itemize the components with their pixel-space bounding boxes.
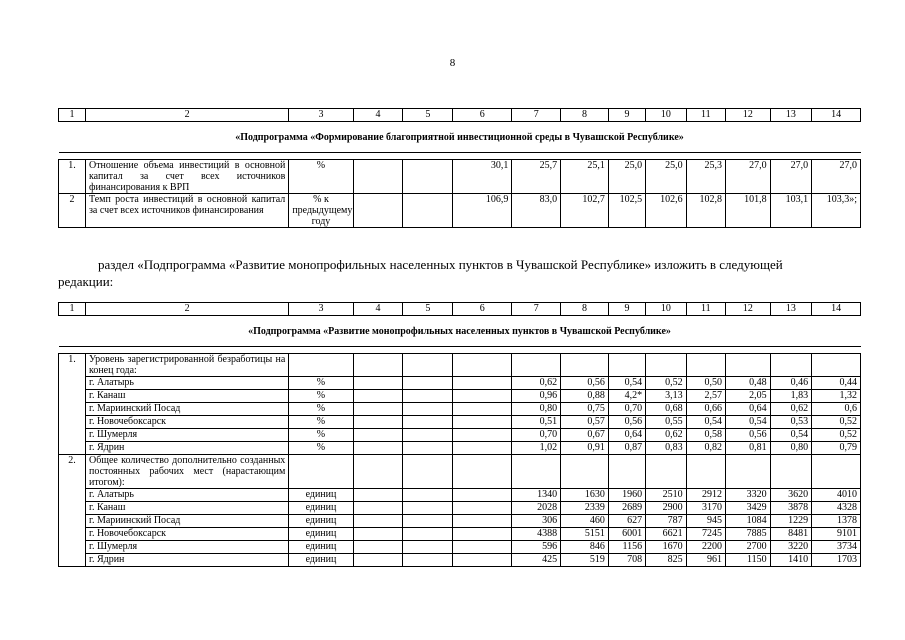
value-cell: 0,64 — [608, 429, 645, 442]
indicator-name: Общее количество дополнительно созданных постоянных рабочих мест (нарастающим итогом): — [85, 455, 288, 489]
empty-cell — [812, 354, 861, 377]
value-cell: 7245 — [686, 528, 725, 541]
empty-cell — [353, 515, 403, 528]
column-number-cell: 8 — [561, 109, 609, 122]
value-cell: 0,52 — [812, 429, 861, 442]
empty-cell — [353, 541, 403, 554]
value-cell: 1084 — [726, 515, 771, 528]
table-row — [59, 390, 861, 403]
empty-cell — [403, 541, 453, 554]
value-cell: 0,80 — [770, 442, 812, 455]
empty-cell — [453, 554, 512, 567]
value-cell: 0,56 — [726, 429, 771, 442]
row-number: 2. — [59, 455, 86, 567]
value-cell: 30,1 — [453, 160, 512, 194]
value-cell: 25,1 — [561, 160, 609, 194]
value-cell: 0,44 — [812, 377, 861, 390]
value-cell: 4388 — [512, 528, 561, 541]
city-name: г. Шумерля — [85, 541, 288, 554]
empty-cell — [403, 377, 453, 390]
empty-cell — [608, 455, 645, 489]
indicator-name: Отношение объема инвестиций в основной капитал за счет всех источников финансирования к ВРП — [85, 160, 288, 194]
city-name: г. Новочебоксарск — [85, 416, 288, 429]
value-cell: 0,54 — [770, 429, 812, 442]
value-cell: 0,70 — [512, 429, 561, 442]
value-cell: 102,8 — [686, 194, 725, 228]
column-number-cell: 9 — [608, 109, 645, 122]
value-cell: 0,6 — [812, 403, 861, 416]
column-number-cell: 12 — [726, 109, 771, 122]
empty-cell — [403, 515, 453, 528]
value-cell: 4010 — [812, 489, 861, 502]
empty-cell — [353, 455, 403, 489]
empty-cell — [512, 354, 561, 377]
value-cell: 0,50 — [686, 377, 725, 390]
column-number-cell: 5 — [403, 109, 453, 122]
table-row — [59, 194, 861, 228]
value-cell: 0,57 — [561, 416, 609, 429]
value-cell: 1960 — [608, 489, 645, 502]
unit-cell: % — [289, 160, 353, 194]
value-cell: 1378 — [812, 515, 861, 528]
empty-cell — [403, 489, 453, 502]
value-cell: 0,52 — [812, 416, 861, 429]
empty-cell — [403, 160, 453, 194]
column-number-cell: 4 — [353, 303, 403, 316]
value-cell: 846 — [561, 541, 609, 554]
value-cell: 0,80 — [512, 403, 561, 416]
investment-table — [58, 108, 861, 228]
unit-cell: единиц — [289, 528, 353, 541]
empty-cell — [353, 416, 403, 429]
city-name: г. Мариинский Посад — [85, 515, 288, 528]
unit-cell: единиц — [289, 541, 353, 554]
empty-cell — [353, 403, 403, 416]
empty-cell — [353, 194, 403, 228]
value-cell: 627 — [608, 515, 645, 528]
empty-cell — [646, 455, 686, 489]
value-cell: 3170 — [686, 502, 725, 515]
value-cell: 3878 — [770, 502, 812, 515]
empty-cell — [353, 160, 403, 194]
value-cell: 1410 — [770, 554, 812, 567]
indicator-name: Темп роста инвестиций в основной капитал за счет всех источников финансирования — [85, 194, 288, 228]
value-cell: 0,75 — [561, 403, 609, 416]
unit-cell: % — [289, 416, 353, 429]
empty-cell — [686, 354, 725, 377]
empty-cell — [403, 194, 453, 228]
empty-cell — [726, 354, 771, 377]
value-cell: 0,53 — [770, 416, 812, 429]
value-cell: 25,7 — [512, 160, 561, 194]
indicator-row — [59, 354, 861, 377]
value-cell: 8481 — [770, 528, 812, 541]
unit-cell: % — [289, 403, 353, 416]
empty-cell — [453, 354, 512, 377]
empty-cell — [403, 502, 453, 515]
table-row — [59, 502, 861, 515]
table-row — [59, 403, 861, 416]
value-cell: 0,91 — [561, 442, 609, 455]
value-cell: 0,54 — [726, 416, 771, 429]
value-cell: 5151 — [561, 528, 609, 541]
column-number-cell: 5 — [403, 303, 453, 316]
value-cell: 1340 — [512, 489, 561, 502]
value-cell: 6621 — [646, 528, 686, 541]
empty-cell — [453, 502, 512, 515]
empty-cell — [289, 455, 353, 489]
column-number-cell: 3 — [289, 303, 353, 316]
indicator-row — [59, 455, 861, 489]
value-cell: 1156 — [608, 541, 645, 554]
value-cell: 27,0 — [726, 160, 771, 194]
value-cell: 0,54 — [608, 377, 645, 390]
city-name: г. Канаш — [85, 390, 288, 403]
unit-cell: % к предыдущему году — [289, 194, 353, 228]
column-number-cell: 7 — [512, 303, 561, 316]
city-name: г. Алатырь — [85, 377, 288, 390]
empty-cell — [812, 455, 861, 489]
column-number-cell: 8 — [561, 303, 609, 316]
value-cell: 1,02 — [512, 442, 561, 455]
column-number-row — [59, 109, 861, 122]
table-row — [59, 442, 861, 455]
value-cell: 0,66 — [686, 403, 725, 416]
value-cell: 519 — [561, 554, 609, 567]
table-row — [59, 528, 861, 541]
city-name: г. Новочебоксарск — [85, 528, 288, 541]
city-name: г. Ядрин — [85, 554, 288, 567]
indicator-name: Уровень зарегистрированной безработицы на конец года: — [85, 354, 288, 377]
empty-cell — [403, 554, 453, 567]
value-cell: 3429 — [726, 502, 771, 515]
value-cell: 0,54 — [686, 416, 725, 429]
city-name: г. Алатырь — [85, 489, 288, 502]
city-name: г. Шумерля — [85, 429, 288, 442]
column-number-cell: 10 — [646, 303, 686, 316]
value-cell: 3220 — [770, 541, 812, 554]
unit-cell: % — [289, 429, 353, 442]
column-number-cell: 6 — [453, 109, 512, 122]
empty-cell — [353, 502, 403, 515]
value-cell: 0,46 — [770, 377, 812, 390]
value-cell: 4328 — [812, 502, 861, 515]
empty-cell — [561, 455, 609, 489]
value-cell: 102,7 — [561, 194, 609, 228]
section-title: «Подпрограмма «Развитие монопрофильных населенных пунктов в Чувашской Республике» — [59, 316, 861, 347]
empty-cell — [512, 455, 561, 489]
value-cell: 25,3 — [686, 160, 725, 194]
empty-cell — [403, 455, 453, 489]
value-cell: 83,0 — [512, 194, 561, 228]
value-cell: 2,05 — [726, 390, 771, 403]
value-cell: 945 — [686, 515, 725, 528]
city-name: г. Канаш — [85, 502, 288, 515]
value-cell: 1,83 — [770, 390, 812, 403]
empty-cell — [646, 354, 686, 377]
value-cell: 0,62 — [646, 429, 686, 442]
empty-cell — [453, 390, 512, 403]
empty-cell — [353, 554, 403, 567]
value-cell: 101,8 — [726, 194, 771, 228]
value-cell: 0,79 — [812, 442, 861, 455]
value-cell: 0,62 — [770, 403, 812, 416]
column-number-cell: 7 — [512, 109, 561, 122]
unit-cell: единиц — [289, 515, 353, 528]
empty-cell — [453, 455, 512, 489]
table-row — [59, 541, 861, 554]
column-number-cell: 4 — [353, 109, 403, 122]
column-number-cell: 13 — [770, 109, 812, 122]
empty-cell — [289, 354, 353, 377]
empty-cell — [353, 442, 403, 455]
table-row — [59, 416, 861, 429]
value-cell: 3320 — [726, 489, 771, 502]
column-number-cell: 1 — [59, 109, 86, 122]
value-cell: 3620 — [770, 489, 812, 502]
column-number-cell: 11 — [686, 303, 725, 316]
value-cell: 1150 — [726, 554, 771, 567]
city-name: г. Ядрин — [85, 442, 288, 455]
value-cell: 961 — [686, 554, 725, 567]
unit-cell: % — [289, 390, 353, 403]
column-number-cell: 2 — [85, 303, 288, 316]
unit-cell: % — [289, 377, 353, 390]
table-row — [59, 515, 861, 528]
value-cell: 0,83 — [646, 442, 686, 455]
value-cell: 7885 — [726, 528, 771, 541]
empty-cell — [770, 354, 812, 377]
value-cell: 2200 — [686, 541, 725, 554]
unit-cell: единиц — [289, 489, 353, 502]
value-cell: 2339 — [561, 502, 609, 515]
value-cell: 0,52 — [646, 377, 686, 390]
empty-cell — [453, 515, 512, 528]
value-cell: 0,51 — [512, 416, 561, 429]
value-cell: 1229 — [770, 515, 812, 528]
table-row — [59, 377, 861, 390]
empty-cell — [726, 455, 771, 489]
column-number-cell: 11 — [686, 109, 725, 122]
page-number: 8 — [449, 57, 456, 69]
value-cell: 1630 — [561, 489, 609, 502]
column-number-cell: 12 — [726, 303, 771, 316]
column-number-cell: 14 — [812, 303, 861, 316]
value-cell: 2689 — [608, 502, 645, 515]
value-cell: 2,57 — [686, 390, 725, 403]
value-cell: 825 — [646, 554, 686, 567]
empty-cell — [453, 489, 512, 502]
row-number: 1. — [59, 160, 86, 194]
value-cell: 0,62 — [512, 377, 561, 390]
row-number: 2 — [59, 194, 86, 228]
empty-cell — [453, 403, 512, 416]
column-number-cell: 2 — [85, 109, 288, 122]
value-cell: 103,3»; — [812, 194, 861, 228]
value-cell: 1670 — [646, 541, 686, 554]
empty-cell — [403, 354, 453, 377]
value-cell: 0,87 — [608, 442, 645, 455]
empty-cell — [453, 528, 512, 541]
paragraph-line-2: редакции: — [58, 274, 114, 289]
column-number-cell: 3 — [289, 109, 353, 122]
value-cell: 708 — [608, 554, 645, 567]
empty-cell — [403, 416, 453, 429]
value-cell: 460 — [561, 515, 609, 528]
value-cell: 0,55 — [646, 416, 686, 429]
empty-cell — [353, 377, 403, 390]
value-cell: 2912 — [686, 489, 725, 502]
column-number-cell: 9 — [608, 303, 645, 316]
table-row — [59, 429, 861, 442]
table-row — [59, 554, 861, 567]
unit-cell: единиц — [289, 502, 353, 515]
value-cell: 102,5 — [608, 194, 645, 228]
empty-cell — [353, 528, 403, 541]
value-cell: 2700 — [726, 541, 771, 554]
value-cell: 0,68 — [646, 403, 686, 416]
table-row — [59, 160, 861, 194]
value-cell: 0,64 — [726, 403, 771, 416]
value-cell: 0,67 — [561, 429, 609, 442]
unit-cell: % — [289, 442, 353, 455]
value-cell: 787 — [646, 515, 686, 528]
value-cell: 2028 — [512, 502, 561, 515]
unit-cell: единиц — [289, 554, 353, 567]
value-cell: 0,96 — [512, 390, 561, 403]
empty-cell — [403, 442, 453, 455]
value-cell: 0,81 — [726, 442, 771, 455]
column-number-cell: 10 — [646, 109, 686, 122]
empty-cell — [770, 455, 812, 489]
table-row — [59, 489, 861, 502]
value-cell: 106,9 — [453, 194, 512, 228]
empty-cell — [353, 489, 403, 502]
value-cell: 102,6 — [646, 194, 686, 228]
column-number-row — [59, 303, 861, 316]
monotown-table — [58, 302, 861, 567]
value-cell: 306 — [512, 515, 561, 528]
paragraph-line-1: раздел «Подпрограмма «Развитие монопрофильных населенных пунктов в Чувашской Республике» изложить в следующей — [98, 257, 783, 272]
empty-cell — [686, 455, 725, 489]
empty-cell — [453, 429, 512, 442]
empty-cell — [608, 354, 645, 377]
empty-cell — [353, 354, 403, 377]
empty-cell — [403, 528, 453, 541]
empty-cell — [453, 442, 512, 455]
row-number: 1. — [59, 354, 86, 455]
value-cell: 103,1 — [770, 194, 812, 228]
value-cell: 9101 — [812, 528, 861, 541]
value-cell: 0,48 — [726, 377, 771, 390]
empty-cell — [403, 403, 453, 416]
city-name: г. Мариинский Посад — [85, 403, 288, 416]
value-cell: 0,88 — [561, 390, 609, 403]
section-title: «Подпрограмма «Формирование благоприятной инвестиционной среды в Чувашской Республике» — [59, 122, 861, 153]
value-cell: 596 — [512, 541, 561, 554]
section-title-row — [59, 316, 861, 347]
empty-cell — [453, 541, 512, 554]
column-number-cell: 6 — [453, 303, 512, 316]
empty-cell — [353, 429, 403, 442]
value-cell: 0,58 — [686, 429, 725, 442]
value-cell: 2900 — [646, 502, 686, 515]
value-cell: 2510 — [646, 489, 686, 502]
value-cell: 25,0 — [608, 160, 645, 194]
value-cell: 1703 — [812, 554, 861, 567]
column-number-cell: 14 — [812, 109, 861, 122]
empty-cell — [453, 377, 512, 390]
value-cell: 3,13 — [646, 390, 686, 403]
value-cell: 0,82 — [686, 442, 725, 455]
value-cell: 0,56 — [561, 377, 609, 390]
value-cell: 0,70 — [608, 403, 645, 416]
value-cell: 6001 — [608, 528, 645, 541]
column-number-cell: 13 — [770, 303, 812, 316]
value-cell: 1,32 — [812, 390, 861, 403]
value-cell: 27,0 — [812, 160, 861, 194]
column-number-cell: 1 — [59, 303, 86, 316]
section-title-row — [59, 122, 861, 153]
value-cell: 27,0 — [770, 160, 812, 194]
empty-cell — [453, 416, 512, 429]
empty-cell — [353, 390, 403, 403]
value-cell: 425 — [512, 554, 561, 567]
value-cell: 0,56 — [608, 416, 645, 429]
empty-cell — [403, 390, 453, 403]
value-cell: 25,0 — [646, 160, 686, 194]
value-cell: 3734 — [812, 541, 861, 554]
value-cell: 4,2* — [608, 390, 645, 403]
empty-cell — [403, 429, 453, 442]
empty-cell — [561, 354, 609, 377]
